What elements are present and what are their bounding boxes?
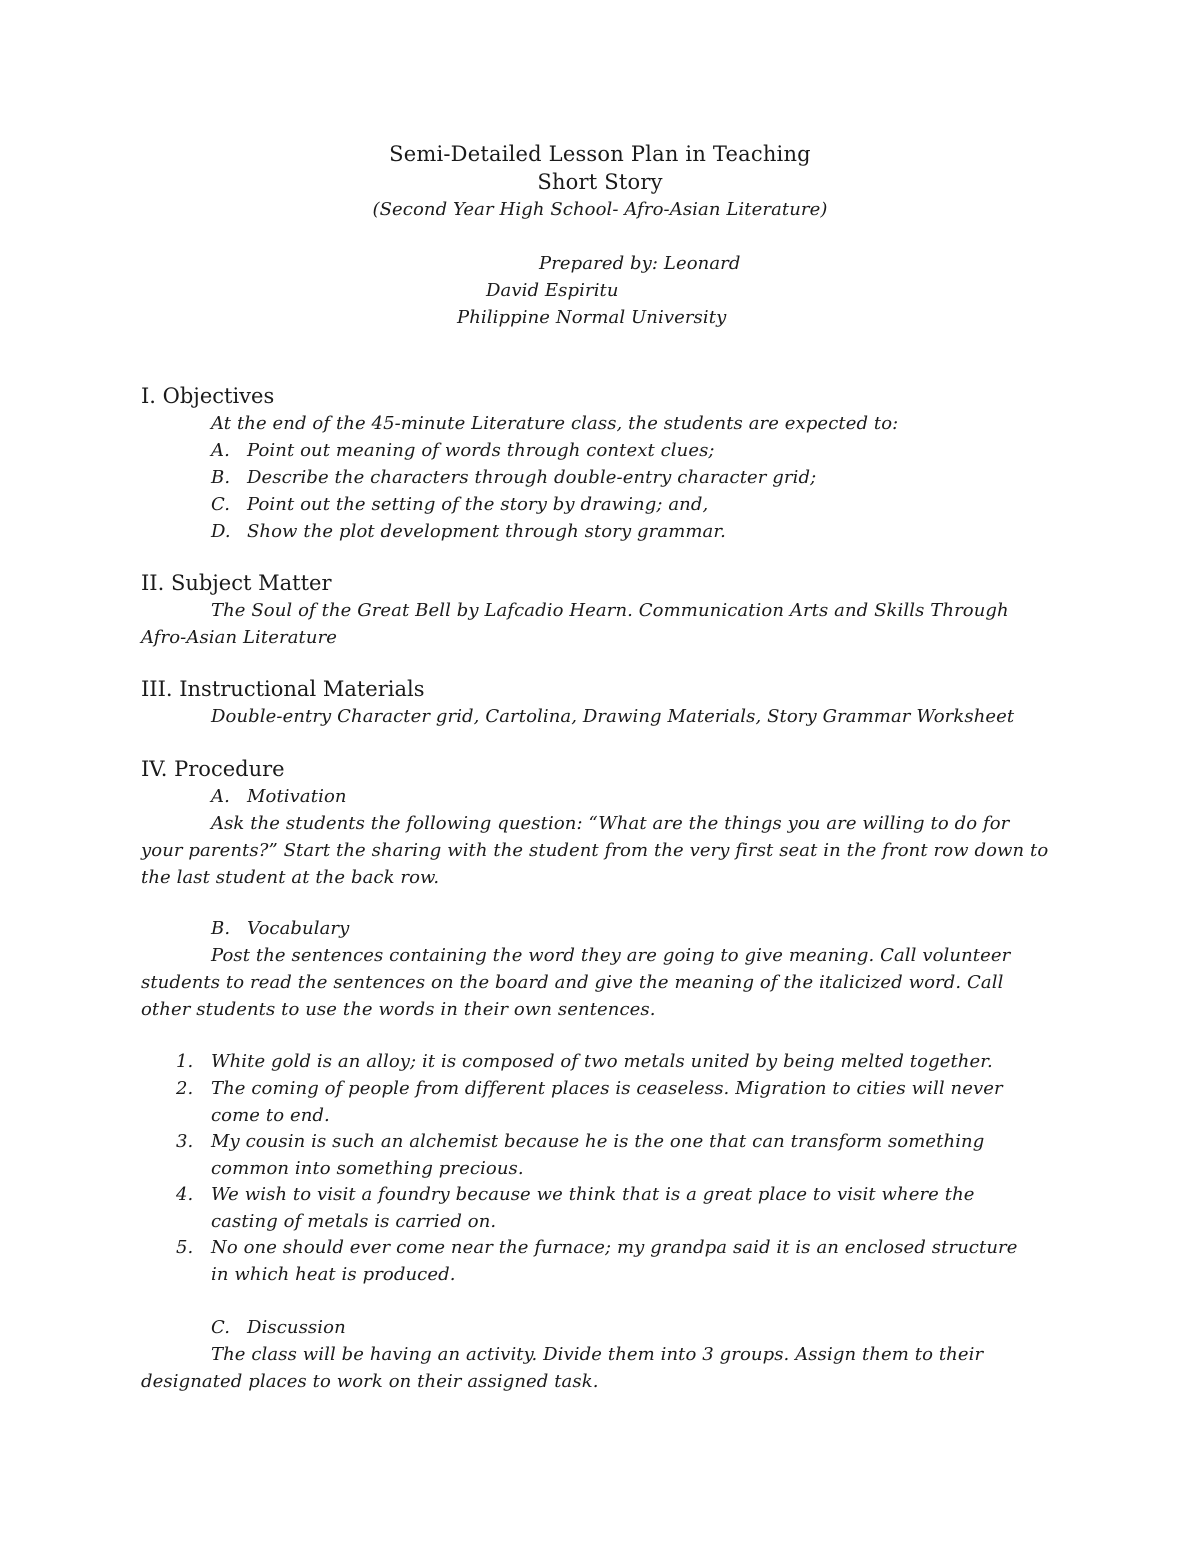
- objective-text-d: Show the plot development through story grammar.: [247, 521, 726, 542]
- discussion-line1: The class will be having an activity. Divide them into 3 groups. Assign them to their: [211, 1344, 984, 1365]
- vocab-item-5-text: No one should ever come near the furnace; my grandpa said it is an enclosed structure: [211, 1237, 1018, 1258]
- motivation-letter: A.: [211, 786, 230, 807]
- vocab-item-3-text: My cousin is such an alchemist because he is the one that can transform something: [211, 1131, 985, 1152]
- vocab-item-2-text: The coming of people from different places is ceaseless. Migration to cities will never: [211, 1078, 1003, 1099]
- motivation-title: Motivation: [247, 786, 347, 807]
- prepared-by-line2: David Espiritu: [486, 280, 619, 301]
- materials-text: Double-entry Character grid, Cartolina, Drawing Materials, Story Grammar Worksheet: [211, 706, 1015, 727]
- vocab-item-1-text: White gold is an alloy; it is composed of two metals united by being melted together.: [211, 1051, 993, 1072]
- vocab-item-1-number: 1.: [176, 1051, 194, 1072]
- objective-text-a: Point out meaning of words through context clues;: [247, 440, 715, 461]
- vocabulary-letter: B.: [211, 918, 231, 939]
- vocab-item-4-number: 4.: [176, 1184, 194, 1205]
- motivation-line3: the last student at the back row.: [141, 867, 440, 888]
- prepared-by-line3: Philippine Normal University: [457, 307, 727, 328]
- objective-letter-d: D.: [211, 521, 231, 542]
- subject-matter-heading: II. Subject Matter: [141, 571, 332, 595]
- subject-matter-line2: Afro-Asian Literature: [141, 627, 338, 648]
- vocab-item-3-text-cont: common into something precious.: [211, 1158, 524, 1179]
- motivation-line1: Ask the students the following question: “What are the things you are willing to do for: [211, 813, 1010, 834]
- vocab-item-5-number: 5.: [176, 1237, 194, 1258]
- vocab-item-3-number: 3.: [176, 1131, 194, 1152]
- objective-letter-c: C.: [211, 494, 231, 515]
- subject-matter-line1: The Soul of the Great Bell by Lafcadio Hearn. Communication Arts and Skills Through: [211, 600, 1009, 621]
- vocabulary-line2: students to read the sentences on the board and give the meaning of the italicized word. Call: [141, 972, 1004, 993]
- vocabulary-line3: other students to use the words in their own sentences.: [141, 999, 656, 1020]
- vocabulary-title: Vocabulary: [247, 918, 350, 939]
- procedure-heading: IV. Procedure: [141, 757, 285, 781]
- document-subtitle: (Second Year High School- Afro-Asian Literature): [372, 199, 828, 220]
- vocab-item-4-text: We wish to visit a foundry because we think that is a great place to visit where the: [211, 1184, 975, 1205]
- objective-text-c: Point out the setting of the story by drawing; and,: [247, 494, 709, 515]
- materials-heading: III. Instructional Materials: [141, 677, 425, 701]
- objective-letter-a: A.: [211, 440, 230, 461]
- document-title-line2: Short Story: [537, 170, 663, 194]
- discussion-title: Discussion: [247, 1317, 346, 1338]
- prepared-by-line1: Prepared by: Leonard: [539, 253, 741, 274]
- vocabulary-line1: Post the sentences containing the word they are going to give meaning. Call volunteer: [211, 945, 1011, 966]
- objective-text-b: Describe the characters through double-entry character grid;: [247, 467, 817, 488]
- objectives-intro: At the end of the 45-minute Literature class, the students are expected to:: [211, 413, 899, 434]
- vocab-item-5-text-cont: in which heat is produced.: [211, 1264, 456, 1285]
- objectives-heading: I. Objectives: [141, 384, 275, 408]
- vocab-item-2-text-cont: come to end.: [211, 1105, 330, 1126]
- discussion-letter: C.: [211, 1317, 231, 1338]
- motivation-line2: your parents?” Start the sharing with the student from the very first seat in the front row down to: [141, 840, 1049, 861]
- vocab-item-2-number: 2.: [176, 1078, 194, 1099]
- objective-letter-b: B.: [211, 467, 231, 488]
- discussion-line2: designated places to work on their assigned task.: [141, 1371, 599, 1392]
- vocab-item-4-text-cont: casting of metals is carried on.: [211, 1211, 497, 1232]
- document-title-line1: Semi-Detailed Lesson Plan in Teaching: [389, 142, 811, 166]
